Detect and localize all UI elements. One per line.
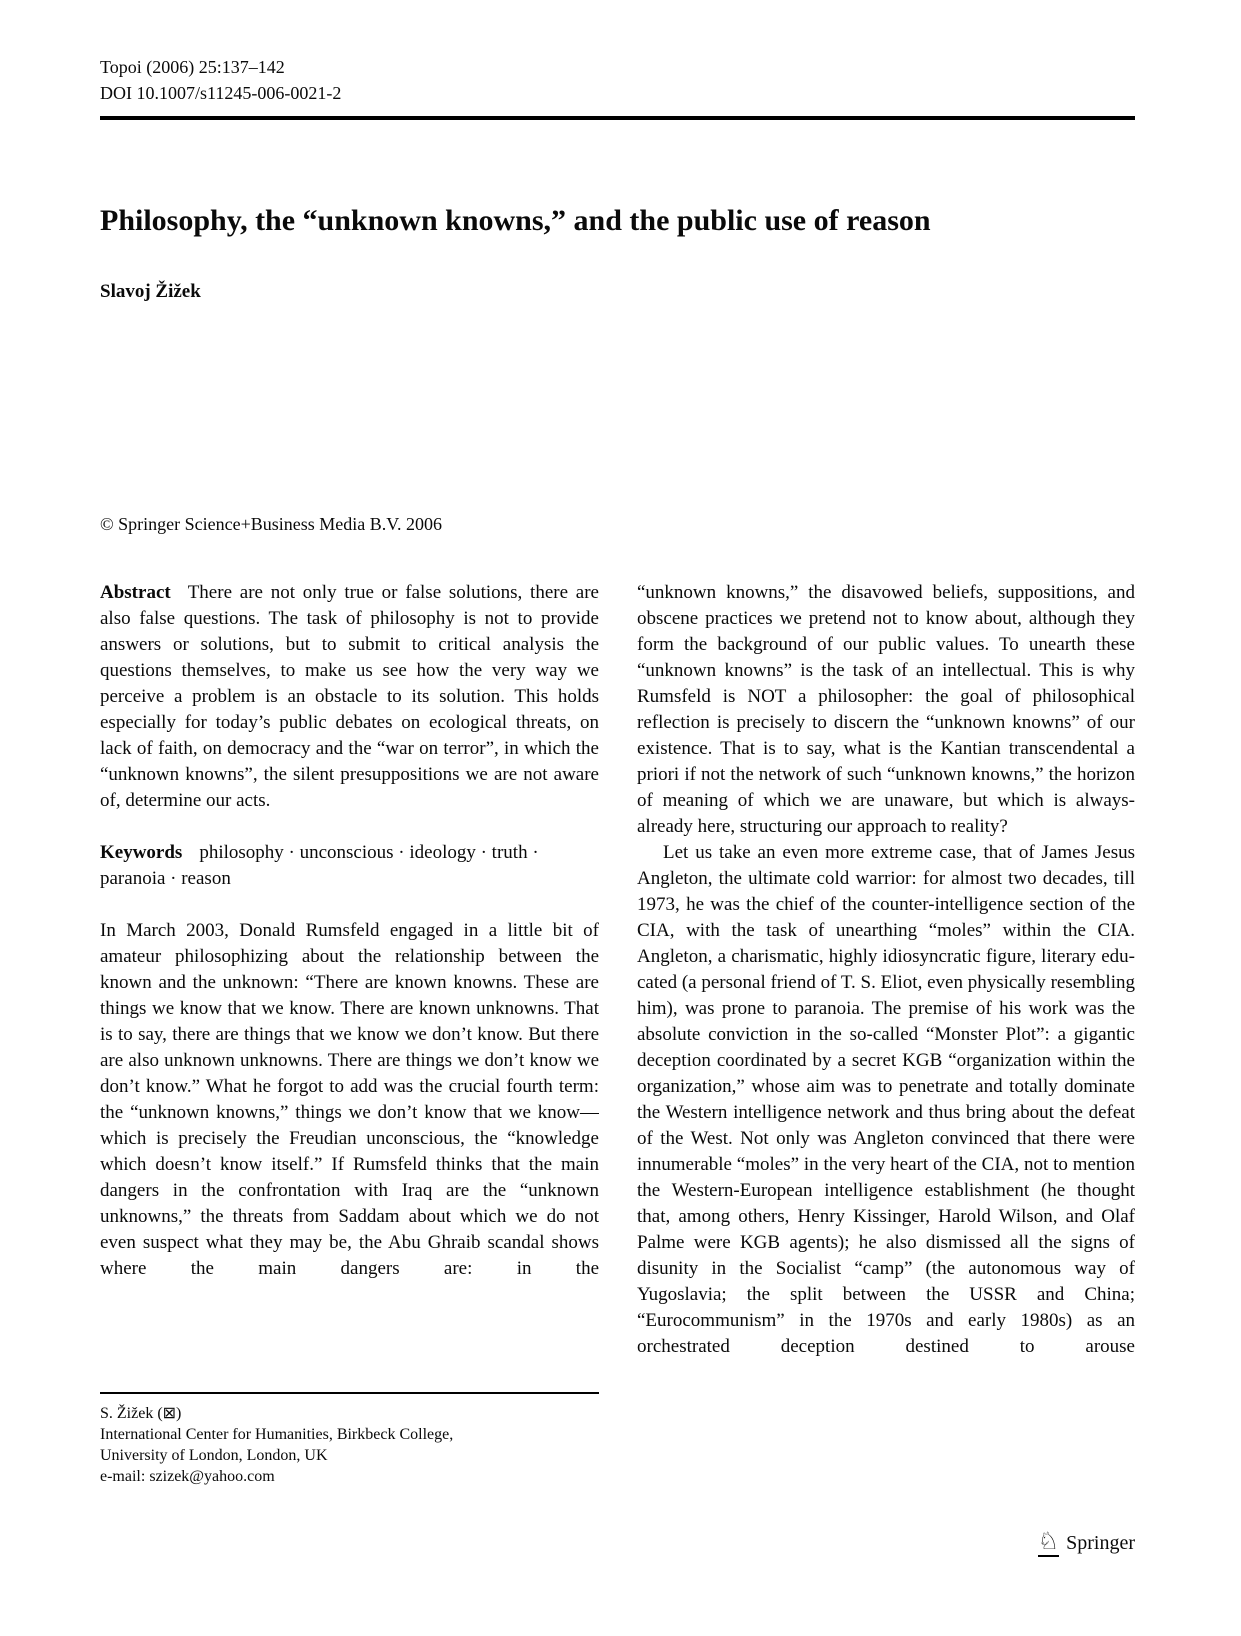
left-column [100, 580, 599, 1390]
body-paragraph-2: Let us take an even more extreme case, that of James Jesus Angleton, the ultimate cold warrior: for almost two decades, till 1973, he was the chief of the counter-intelligence section of the CIA, with the task of unearthing “moles” within the CIA. Angleton, a charismatic, highly idiosyncratic figure, literary educated (a personal friend of T. S. Eliot, even physically resembling him), was prone to paranoia. The premise of his work was the absolute conviction in the so-called “Monster Plot”: a gigantic deception coordinated by a secret KGB “organization within the organization,” whose aim was to penetrate and totally dominate the Western intelligence network and thus bring about the defeat of the West. Not only was Angleton convinced that there were innumerable “moles” in the very heart of the CIA, not to mention the Western-European intelligence establishment (he thought that, among others, Henry Kissinger, Harold Wilson, and Olaf Palme were KGB agents); he also dismissed all the signs of disunity in the Socialist “camp” (the autonomous way of Yugoslavia; the split between the USSR and China; “Eurocommunism” in the 1970s and early 1980s) as an orchestrated deception destined to arouse [637, 842, 1135, 1357]
abstract-paragraph [100, 580, 599, 814]
article-author: Slavoj Žižek [100, 281, 201, 302]
publisher-name: Springer [1066, 1532, 1135, 1554]
correspondence-footnote [100, 1392, 599, 1487]
keywords-label: Keywords [100, 842, 183, 863]
journal-header [100, 54, 341, 106]
footnote-email: e-mail: szizek@yahoo.com [100, 1468, 275, 1485]
journal-doi: DOI 10.1007/s11245-006-0021-2 [100, 83, 342, 103]
footnote-affiliation-1: International Center for Humanities, Birkbeck College, [100, 1426, 454, 1443]
abstract-label: Abstract [100, 582, 171, 603]
journal-citation: Topoi (2006) 25:137–142 [100, 57, 285, 77]
body-paragraph-1-right: “unknown knowns,” the disavowed beliefs, suppositions, and obscene practices we pretend not to know about, although they form the background of our public values. To unearth these “unknown knowns” is the task of an intellectual. This is why Rumsfeld is NOT a philosopher: the goal of philosophical reflection is precisely to discern the “unknown knowns” of our existence. That is to say, what is the Kantian transcendental a priori if not the network of such “unknown knowns,” the horizon of meaning of which we are unaware, but which is always-already here, structuring our approach to reality? [637, 582, 1135, 837]
article-title: Philosophy, the “unknown knowns,” and the public use of reason [100, 204, 931, 237]
keywords-text: philosophy · unconscious · ideology · truth · paranoia · reason [100, 842, 539, 889]
springer-knight-icon: ♘ [1037, 1529, 1060, 1555]
header-divider [100, 116, 1135, 120]
right-column [637, 580, 1135, 1390]
copyright-line: © Springer Science+Business Media B.V. 2006 [100, 514, 442, 534]
springer-logo [1038, 1530, 1135, 1557]
footnote-divider [100, 1392, 599, 1394]
two-column-body [100, 580, 1135, 1390]
footnote-author-line: S. Žižek (⊠) [100, 1405, 182, 1422]
keywords-paragraph [100, 840, 599, 892]
body-paragraph-1-left: In March 2003, Donald Rumsfeld engaged in a little bit of amateur philosophizing about the relationship between the known and the unknown: “There are known knowns. These are things we know that we know. There are known unknowns. That is to say, there are things that we know we don’t know. But there are also unknown unknowns. There are things we don’t know we don’t know.” What he forgot to add was the crucial fourth term: the “unknown knowns,” things we don’t know that we know—which is precisely the Freudian unconscious, the “knowledge which doesn’t know itself.” If Rumsfeld thinks that the main dangers in the confrontation with Iraq are the “unknown unknowns,” the threats from Saddam about which we do not even suspect what they may be, the Abu Ghraib scandal shows where the main dangers are: in the [100, 920, 599, 1279]
abstract-text: There are not only true or false solutions, there are also false questions. The task of philosophy is not to provide answers or solutions, but to submit to critical analysis the questions themselves, to make us see how the very way we perceive a problem is an obstacle to its solution. This holds especially for today’s public debates on ecological threats, on lack of faith, on democracy and the “war on terror”, in which the “unknown knowns”, the silent presuppositions we are not aware of, determine our acts. [100, 582, 599, 811]
footnote-affiliation-2: University of London, London, UK [100, 1447, 328, 1464]
